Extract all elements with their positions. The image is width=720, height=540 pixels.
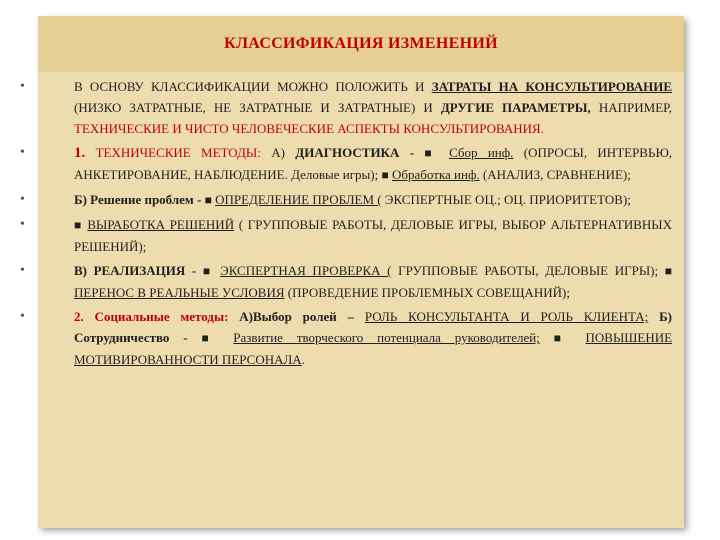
text-underlined: Обработка инф. xyxy=(392,167,480,182)
bullet-icon: • xyxy=(20,79,25,94)
square-bullet-icon: ■ xyxy=(202,264,214,278)
text-bold: ДРУГИЕ ПАРАМЕТРЫ, xyxy=(440,100,591,115)
square-bullet-icon: ■ xyxy=(664,264,673,278)
text-bold: В) РЕАЛИЗАЦИЯ - xyxy=(74,263,197,278)
text-bold: Б) Решение проблем - xyxy=(74,192,202,207)
text: А) xyxy=(271,145,285,160)
bullet-icon: • xyxy=(20,145,25,160)
text: (НИЗКО ЗАТРАТНЫЕ, НЕ ЗАТРАТНЫЕ И ЗАТРАТНЫЕ) И xyxy=(74,100,433,115)
text-red: ТЕХНИЧЕСКИЕ И ЧИСТО ЧЕЛОВЕЧЕСКИЕ АСПЕКТЫ КОНСУЛЬТИРОВАНИЯ. xyxy=(74,121,544,136)
square-bullet-icon: ■ xyxy=(204,193,212,207)
list-item xyxy=(20,260,684,303)
text: НАПРИМЕР, xyxy=(598,100,672,115)
list-item xyxy=(20,142,684,186)
text: ГРУППОВЫЕ РАБОТЫ, ДЕЛОВЫЕ ИГРЫ); xyxy=(398,263,659,278)
bullet-icon: • xyxy=(20,192,25,207)
bullet-icon: • xyxy=(20,263,25,278)
text: ( ГРУППОВЫЕ РАБОТЫ, ДЕЛОВЫЕ ИГРЫ, ВЫБОР АЛЬТЕРНАТИВНЫХ РЕШЕНИЙ); xyxy=(74,217,673,254)
text: (ПРОВЕДЕНИЕ ПРОБЛЕМНЫХ СОВЕЩАНИЙ); xyxy=(287,285,570,300)
bullet-list xyxy=(20,76,684,373)
list-item xyxy=(20,306,684,370)
bullet-icon: • xyxy=(20,217,25,232)
text-red-number: 1. xyxy=(74,145,86,161)
square-bullet-icon: ■ xyxy=(381,168,389,182)
text: В ОСНОВУ КЛАССИФИКАЦИИ МОЖНО ПОЛОЖИТЬ И xyxy=(74,79,425,94)
list-item xyxy=(20,76,684,139)
text: ЭКСПЕРТНЫЕ ОЦ.; ОЦ. ПРИОРИТЕТОВ); xyxy=(384,192,631,207)
list-item xyxy=(20,214,684,257)
square-bullet-icon: ■ xyxy=(74,218,83,232)
text-underlined: Развитие творческого потенциала руководителей; xyxy=(233,330,540,345)
text-underlined: ЗАТРАТЫ НА КОНСУЛЬТИРОВАНИЕ xyxy=(431,79,673,94)
text-underlined: ЭКСПЕРТНАЯ ПРОВЕРКА ( xyxy=(220,263,392,278)
square-bullet-icon: ■ xyxy=(553,331,572,345)
text-underlined: ВЫРАБОТКА РЕШЕНИЙ xyxy=(87,217,235,232)
text-red-bold: 2. Социальные методы: xyxy=(74,309,229,324)
text-underlined: РОЛЬ КОНСУЛЬТАНТА И РОЛЬ КЛИЕНТА; xyxy=(364,309,649,324)
bullet-icon: • xyxy=(20,309,25,324)
text: (АНАЛИЗ, СРАВНЕНИЕ); xyxy=(482,167,631,182)
text-underlined: ПЕРЕНОС В РЕАЛЬНЫЕ УСЛОВИЯ xyxy=(74,285,285,300)
text-underlined: ОПРЕДЕЛЕНИЕ ПРОБЛЕМ ( xyxy=(215,192,382,207)
square-bullet-icon: ■ xyxy=(424,146,439,160)
text-bold: Б) Сотрудничество - xyxy=(74,309,673,345)
text-underlined: Сбор инф. xyxy=(449,145,514,160)
text-red: ТЕХНИЧЕСКИЕ МЕТОДЫ: xyxy=(95,145,261,160)
square-bullet-icon: ■ xyxy=(201,331,220,345)
text-bold: А)Выбор ролей – xyxy=(239,309,355,324)
text-underlined: ПОВЫШЕНИЕ МОТИВИРОВАННОСТИ ПЕРСОНАЛА xyxy=(74,330,673,367)
slide xyxy=(20,16,684,528)
slide-title: КЛАССИФИКАЦИЯ ИЗМЕНЕНИЙ xyxy=(38,16,684,72)
text: . xyxy=(301,352,305,367)
list-item xyxy=(20,189,684,211)
text-bold: ДИАГНОСТИКА - xyxy=(295,145,415,160)
text: (ОПРОСЫ, ИНТЕРВЬЮ, АНКЕТИРОВАНИЕ, НАБЛЮДЕНИЕ. Деловые игры); xyxy=(74,145,673,182)
